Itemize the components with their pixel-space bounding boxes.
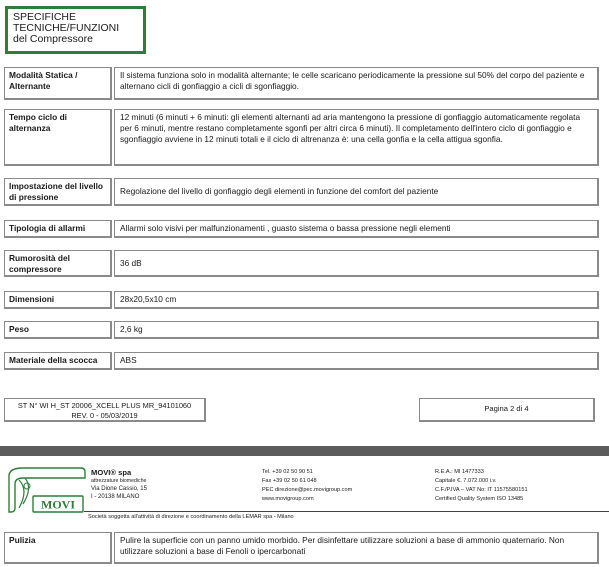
spec-row-rumorosita bbox=[4, 250, 599, 277]
legal-capital: Capitale €. 7.072.000 i.v. bbox=[435, 478, 497, 484]
spec-value: Allarmi solo visivi per malfunzionamenti , guasto sistema o bassa pressione negli elementi bbox=[114, 220, 599, 238]
spec-row-peso bbox=[4, 321, 599, 339]
document-code: ST N° WI H_ST 20006_XCELL PLUS MR_94101060 bbox=[17, 401, 192, 410]
spec-value: 36 dB bbox=[114, 250, 599, 277]
spec-value: 12 minuti (6 minuti + 6 minuti: gli elementi alternanti ad aria mantengono la pressione di gonfiaggio automaticamente regolata per 6 minuti, mentre restano completamente sgonfi per altri circa 6 minuti). Il completamento dell'intero ciclo di gonfiaggio e sgonfiaggio avviene in 12 minuti totali e il ciclo di altrenanza è: una cella gonfia e la cella attigua sgonfia. bbox=[114, 109, 599, 166]
contact-fax: Fax +39 02 50 61 048 bbox=[262, 478, 317, 484]
contact-pec[interactable]: PEC direzione@pec.movigroup.com bbox=[262, 487, 353, 493]
page-indicator: Pagina 2 di 4 bbox=[419, 398, 595, 422]
movi-logo bbox=[5, 464, 87, 516]
title-line-1: SPECIFICHE bbox=[13, 11, 77, 23]
contact-web[interactable]: www.movigroup.com bbox=[262, 496, 314, 502]
title-line-2: TECNICHE/FUNZIONI bbox=[13, 22, 120, 34]
document-revision: REV. 0 - 05/03/2019 bbox=[71, 410, 138, 420]
spec-row-dimensioni bbox=[4, 291, 599, 309]
company-subtitle: attrezzature biomediche bbox=[91, 478, 147, 484]
spec-row-modalita bbox=[4, 67, 599, 100]
footer-divider bbox=[84, 511, 609, 512]
company-address-1: Via Dione Cassio, 15 bbox=[91, 486, 147, 492]
company-name: MOVI® spa bbox=[91, 468, 132, 477]
spec-row-pressione bbox=[4, 178, 599, 206]
legal-vat: C.F./P.IVA – VAT No: IT 11575580151 bbox=[435, 487, 528, 493]
spec-label: Modalità Statica / Alternante bbox=[4, 67, 112, 100]
spec-label: Impostazione del livello di pressione bbox=[4, 178, 112, 206]
contact-info bbox=[262, 468, 352, 504]
legal-quality: Certified Quality System ISO 13485 bbox=[435, 496, 524, 502]
spec-value: Il sistema funziona solo in modalità alternante; le celle scaricano periodicamente la pressione sul 50% del corpo del paziente e alternano cicli di gonfiaggio a cicli di sgonfiaggio. bbox=[114, 67, 599, 100]
spec-label: Dimensioni bbox=[4, 291, 112, 309]
footer-band bbox=[0, 446, 609, 456]
spec-value: Regolazione del livello di gonfiaggio degli elementi in funzione del comfort del paziente bbox=[114, 178, 599, 206]
footer-note: Società soggetta all'attività di direzione e coordinamento della LEMAR spa - Milano bbox=[88, 514, 294, 520]
spec-value: Pulire la superficie con un panno umido morbido. Per disinfettare utilizzare soluzioni a base di ammonio quaternario. Non utilizzare soluzioni a base di Fenoli o ipercarbonati bbox=[114, 532, 599, 564]
legal-info bbox=[435, 468, 528, 504]
spec-row-allarmi bbox=[4, 220, 599, 238]
company-info bbox=[91, 468, 147, 501]
spec-label: Pulizia bbox=[4, 532, 112, 564]
section-title bbox=[5, 6, 146, 54]
contact-tel: Tel. +39 02 50 90 51 bbox=[262, 469, 313, 475]
spec-row-materiale bbox=[4, 352, 599, 370]
logo-text: MOVI bbox=[41, 497, 75, 512]
company-address-2: I - 20138 MILANO bbox=[91, 494, 140, 500]
document-reference bbox=[4, 398, 206, 422]
spec-label: Tipologia di allarmi bbox=[4, 220, 112, 238]
title-line-3: del Compressore bbox=[13, 33, 93, 45]
spec-row-tempo-ciclo bbox=[4, 109, 599, 166]
spec-value: ABS bbox=[114, 352, 599, 370]
spec-value: 2,6 kg bbox=[114, 321, 599, 339]
spec-label: Materiale della scocca bbox=[4, 352, 112, 370]
spec-value: 28x20,5x10 cm bbox=[114, 291, 599, 309]
legal-rea: R.E.A.: MI 1477333 bbox=[435, 469, 484, 475]
spec-label: Rumorosità del compressore bbox=[4, 250, 112, 277]
spec-label: Peso bbox=[4, 321, 112, 339]
spec-row-pulizia bbox=[4, 532, 599, 564]
spec-label: Tempo ciclo di alternanza bbox=[4, 109, 112, 166]
